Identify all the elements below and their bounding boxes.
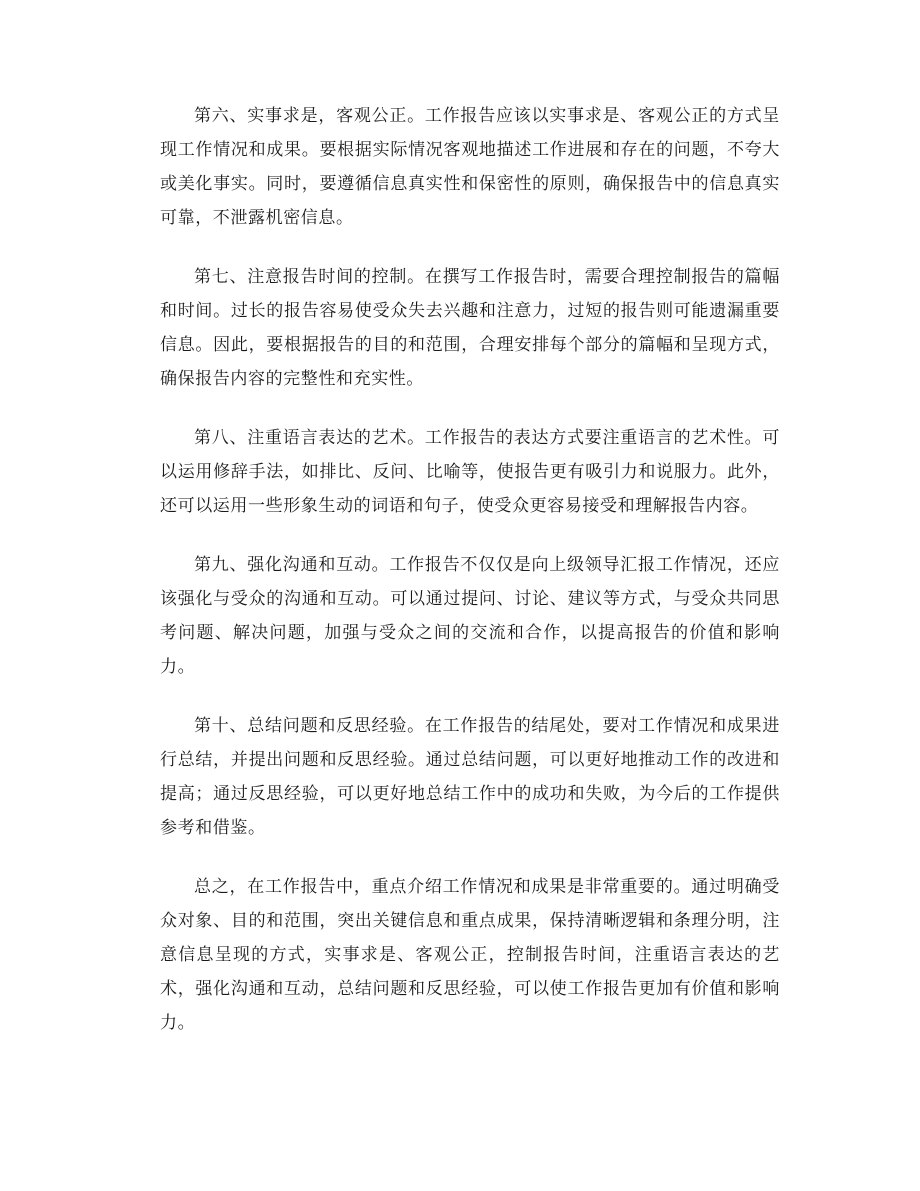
paragraph-8-language-art: 第八、注重语言表达的艺术。工作报告的表达方式要注重语言的艺术性。可以运用修辞手法，如排比、反问、比喻等，使报告更有吸引力和说服力。此外，还可以运用一些形象生动的词语和句子，使受众更容易接受和理解报告内容。 [160,428,780,516]
paragraph-conclusion: 总之，在工作报告中，重点介绍工作情况和成果是非常重要的。通过明确受众对象、目的和范围，突出关键信息和重点成果，保持清晰逻辑和条理分明，注意信息呈现的方式，实事求是、客观公正，控制报告时间，注重语言表达的艺术，强化沟通和互动，总结问题和反思经验，可以使工作报告更加有价值和影响力。 [160,877,780,1033]
document-body [160,99,780,1065]
paragraph-6-fact-based: 第六、实事求是，客观公正。工作报告应该以实事求是、客观公正的方式呈现工作情况和成果。要根据实际情况客观地描述工作进展和存在的问题，不夸大或美化事实。同时，要遵循信息真实性和保密性的原则，确保报告中的信息真实可靠，不泄露机密信息。 [160,106,780,228]
paragraph-10-reflection: 第十、总结问题和反思经验。在工作报告的结尾处，要对工作情况和成果进行总结，并提出问题和反思经验。通过总结问题，可以更好地推动工作的改进和提高；通过反思经验，可以更好地总结工作中的成功和失败，为今后的工作提供参考和借鉴。 [160,716,780,838]
paragraph-7-time-control: 第七、注意报告时间的控制。在撰写工作报告时，需要合理控制报告的篇幅和时间。过长的报告容易使受众失去兴趣和注意力，过短的报告则可能遗漏重要信息。因此，要根据报告的目的和范围，合理安排每个部分的篇幅和呈现方式，确保报告内容的完整性和充实性。 [160,267,780,389]
paragraph-9-communication: 第九、强化沟通和互动。工作报告不仅仅是向上级领导汇报工作情况，还应该强化与受众的沟通和互动。可以通过提问、讨论、建议等方式，与受众共同思考问题、解决问题，加强与受众之间的交流和合作，以提高报告的价值和影响力。 [160,555,780,677]
